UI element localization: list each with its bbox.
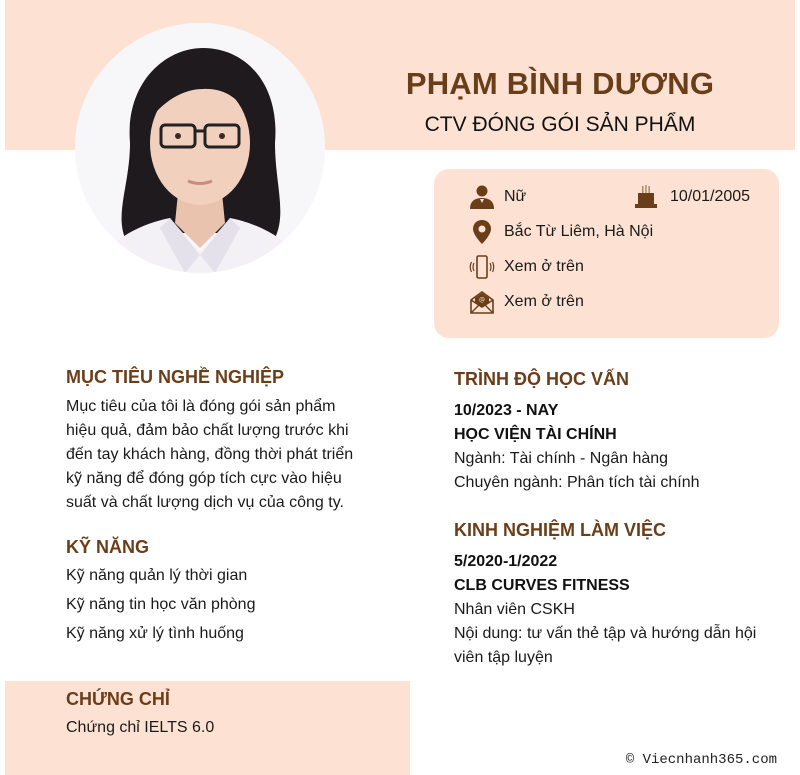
skill-item: Kỹ năng tin học văn phòng bbox=[66, 596, 256, 613]
objective-line: kỹ năng để đóng góp tích cực vào hiệu bbox=[66, 470, 342, 487]
email-value: Xem ở trên bbox=[504, 293, 584, 310]
objective-line: Mục tiêu của tôi là đóng gói sản phẩm bbox=[66, 398, 336, 415]
job-title: CTV ĐÓNG GÓI SẢN PHẨM bbox=[424, 113, 696, 136]
education-major: Ngành: Tài chính - Ngân hàng bbox=[454, 450, 669, 467]
experience-position: Nhân viên CSKH bbox=[454, 601, 575, 618]
objective-text bbox=[66, 395, 388, 515]
contact-phone bbox=[469, 254, 584, 280]
contact-gender bbox=[469, 184, 526, 210]
experience-period: 5/2020-1/2022 bbox=[454, 553, 558, 570]
avatar-photo bbox=[75, 23, 325, 273]
certificates-title: CHỨNG CHỈ bbox=[66, 689, 170, 709]
experience-description-line: Nội dung: tư vấn thẻ tập và hướng dẫn hội bbox=[454, 625, 757, 642]
experience-title: KINH NGHIỆM LÀM VIỆC bbox=[454, 520, 667, 540]
experience-description-line: viên tập luyện bbox=[454, 649, 553, 666]
location-pin-icon bbox=[469, 219, 495, 245]
svg-text:@: @ bbox=[479, 296, 485, 304]
contact-birthday bbox=[633, 184, 750, 210]
birthday-cake-icon bbox=[633, 184, 659, 210]
gender-value: Nữ bbox=[504, 188, 527, 205]
objective-line: đến tay khách hàng, đồng thời phát triển bbox=[66, 446, 354, 463]
address-value: Bắc Từ Liêm, Hà Nội bbox=[504, 223, 654, 240]
experience-company: CLB CURVES FITNESS bbox=[454, 577, 630, 594]
phone-value: Xem ở trên bbox=[504, 258, 584, 275]
contact-address bbox=[469, 219, 653, 245]
email-envelope-icon bbox=[469, 289, 495, 315]
education-school: HỌC VIỆN TÀI CHÍNH bbox=[454, 426, 617, 443]
birthday-value: 10/01/2005 bbox=[670, 188, 751, 205]
phone-vibrate-icon bbox=[469, 254, 495, 280]
education-specialization: Chuyên ngành: Phân tích tài chính bbox=[454, 474, 700, 491]
objective-title: MỤC TIÊU NGHỀ NGHIỆP bbox=[66, 367, 285, 387]
skill-item: Kỹ năng quản lý thời gian bbox=[66, 567, 248, 584]
objective-line: hiệu quả, đảm bảo chất lượng trước khi bbox=[66, 422, 349, 439]
footer-copyright: © Viecnhanh365.com bbox=[625, 752, 777, 768]
education-title: TRÌNH ĐỘ HỌC VẤN bbox=[454, 369, 629, 389]
contact-email bbox=[469, 289, 584, 315]
skills-title: KỸ NĂNG bbox=[66, 537, 150, 557]
skill-item: Kỹ năng xử lý tình huống bbox=[66, 625, 244, 642]
portrait-photo bbox=[75, 23, 325, 273]
objective-line: suất và chất lượng dịch vụ của công ty. bbox=[66, 494, 344, 511]
candidate-name: PHẠM BÌNH DƯƠNG bbox=[405, 66, 715, 101]
education-period: 10/2023 - NAY bbox=[454, 402, 559, 419]
person-icon bbox=[469, 184, 495, 210]
certificate-item: Chứng chỉ IELTS 6.0 bbox=[66, 719, 215, 736]
